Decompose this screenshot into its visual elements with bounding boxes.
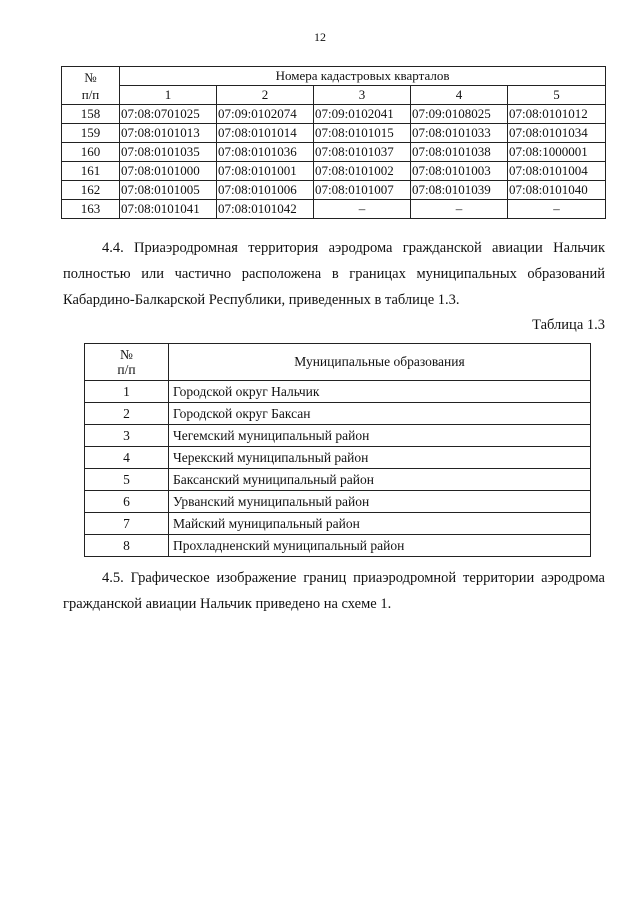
row-number: 160	[62, 143, 120, 162]
cadastral-code: 07:08:0101002	[314, 162, 411, 181]
cadastral-code: 07:08:0101041	[120, 200, 217, 219]
header-cadastral-title: Номера кадастровых кварталов	[120, 67, 606, 86]
row-number: 2	[85, 403, 169, 425]
paragraph-line: Кабардино-Балкарской Республики, приведенных в таблице 1.3.	[63, 292, 460, 308]
municipal-name: Чегемский муниципальный район	[169, 425, 591, 447]
row-number: 8	[85, 535, 169, 557]
cadastral-code: 07:08:0101000	[120, 162, 217, 181]
row-number: 6	[85, 491, 169, 513]
municipal-name: Майский муниципальный район	[169, 513, 591, 535]
table-caption: Таблица 1.3	[532, 317, 605, 333]
empty-cell-dash: –	[314, 200, 411, 219]
table-row	[62, 200, 606, 219]
empty-cell-dash: –	[411, 200, 508, 219]
municipal-entities-table	[84, 343, 591, 557]
table-row	[62, 105, 606, 124]
row-number: 159	[62, 124, 120, 143]
table-row	[85, 513, 591, 535]
page-number: 12	[314, 30, 326, 44]
cadastral-code: 07:08:0101001	[217, 162, 314, 181]
cadastral-code: 07:08:0101035	[120, 143, 217, 162]
empty-cell-dash: –	[508, 200, 606, 219]
table-header-row	[85, 344, 591, 381]
row-number: 4	[85, 447, 169, 469]
cadastral-code: 07:08:0101033	[411, 124, 508, 143]
column-number-2: 2	[217, 86, 314, 105]
column-number-1: 1	[120, 86, 217, 105]
cadastral-code: 07:08:0101012	[508, 105, 606, 124]
column-number-3: 3	[314, 86, 411, 105]
table-row	[62, 124, 606, 143]
table-row	[62, 162, 606, 181]
cadastral-code: 07:08:0101004	[508, 162, 606, 181]
cadastral-quarters-table	[61, 66, 606, 219]
table-row	[85, 535, 591, 557]
paragraph-4-4	[63, 235, 605, 313]
cadastral-code: 07:08:0101034	[508, 124, 606, 143]
column-number-4: 4	[411, 86, 508, 105]
cadastral-code: 07:08:0101005	[120, 181, 217, 200]
municipal-name: Черекский муниципальный район	[169, 447, 591, 469]
table-row	[85, 403, 591, 425]
table-row	[85, 447, 591, 469]
municipal-name: Баксанский муниципальный район	[169, 469, 591, 491]
header-row-number	[62, 67, 120, 105]
row-number: 161	[62, 162, 120, 181]
municipal-name: Городской округ Баксан	[169, 403, 591, 425]
cadastral-code: 07:09:0102041	[314, 105, 411, 124]
cadastral-code: 07:08:0101015	[314, 124, 411, 143]
cadastral-code: 07:08:0101039	[411, 181, 508, 200]
table-subheader-row	[62, 86, 606, 105]
column-number-5: 5	[508, 86, 606, 105]
cadastral-code: 07:08:0101013	[120, 124, 217, 143]
cadastral-code: 07:08:0101037	[314, 143, 411, 162]
table-row	[62, 181, 606, 200]
paragraph-line: 4.5. Графическое изображение границ приаэродромной территории аэродрома	[102, 570, 605, 586]
cadastral-code: 07:08:0101038	[411, 143, 508, 162]
cadastral-code: 07:08:0101042	[217, 200, 314, 219]
paragraph-line: гражданской авиации Нальчик приведено на схеме 1.	[63, 596, 392, 612]
paragraph-4-5	[63, 565, 605, 617]
row-number: 5	[85, 469, 169, 491]
cadastral-code: 07:08:0701025	[120, 105, 217, 124]
header-no-abbrev: п/п	[81, 86, 100, 102]
header-municipal-title: Муниципальные образования	[169, 344, 591, 381]
header-no-symbol: №	[120, 347, 133, 362]
cadastral-code: 07:08:0101036	[217, 143, 314, 162]
header-no-symbol: №	[84, 69, 97, 85]
row-number: 7	[85, 513, 169, 535]
paragraph-line: полностью или частично расположена в границах муниципальных образований	[63, 266, 605, 282]
row-number: 163	[62, 200, 120, 219]
row-number: 158	[62, 105, 120, 124]
cadastral-code: 07:08:0101007	[314, 181, 411, 200]
cadastral-code: 07:08:0101006	[217, 181, 314, 200]
header-row-number	[85, 344, 169, 381]
paragraph-line: 4.4. Приаэродромная территория аэродрома гражданской авиации Нальчик	[102, 240, 605, 256]
cadastral-code: 07:08:1000001	[508, 143, 606, 162]
table-header-row	[62, 67, 606, 86]
cadastral-code: 07:09:0102074	[217, 105, 314, 124]
cadastral-code: 07:09:0108025	[411, 105, 508, 124]
table-row	[62, 143, 606, 162]
row-number: 1	[85, 381, 169, 403]
cadastral-code: 07:08:0101014	[217, 124, 314, 143]
table-row	[85, 381, 591, 403]
municipal-name: Городской округ Нальчик	[169, 381, 591, 403]
municipal-name: Урванский муниципальный район	[169, 491, 591, 513]
municipal-name: Прохладненский муниципальный район	[169, 535, 591, 557]
header-no-abbrev: п/п	[117, 362, 136, 377]
table-row	[85, 425, 591, 447]
cadastral-code: 07:08:0101003	[411, 162, 508, 181]
table-row	[85, 469, 591, 491]
cadastral-code: 07:08:0101040	[508, 181, 606, 200]
table-row	[85, 491, 591, 513]
row-number: 162	[62, 181, 120, 200]
row-number: 3	[85, 425, 169, 447]
